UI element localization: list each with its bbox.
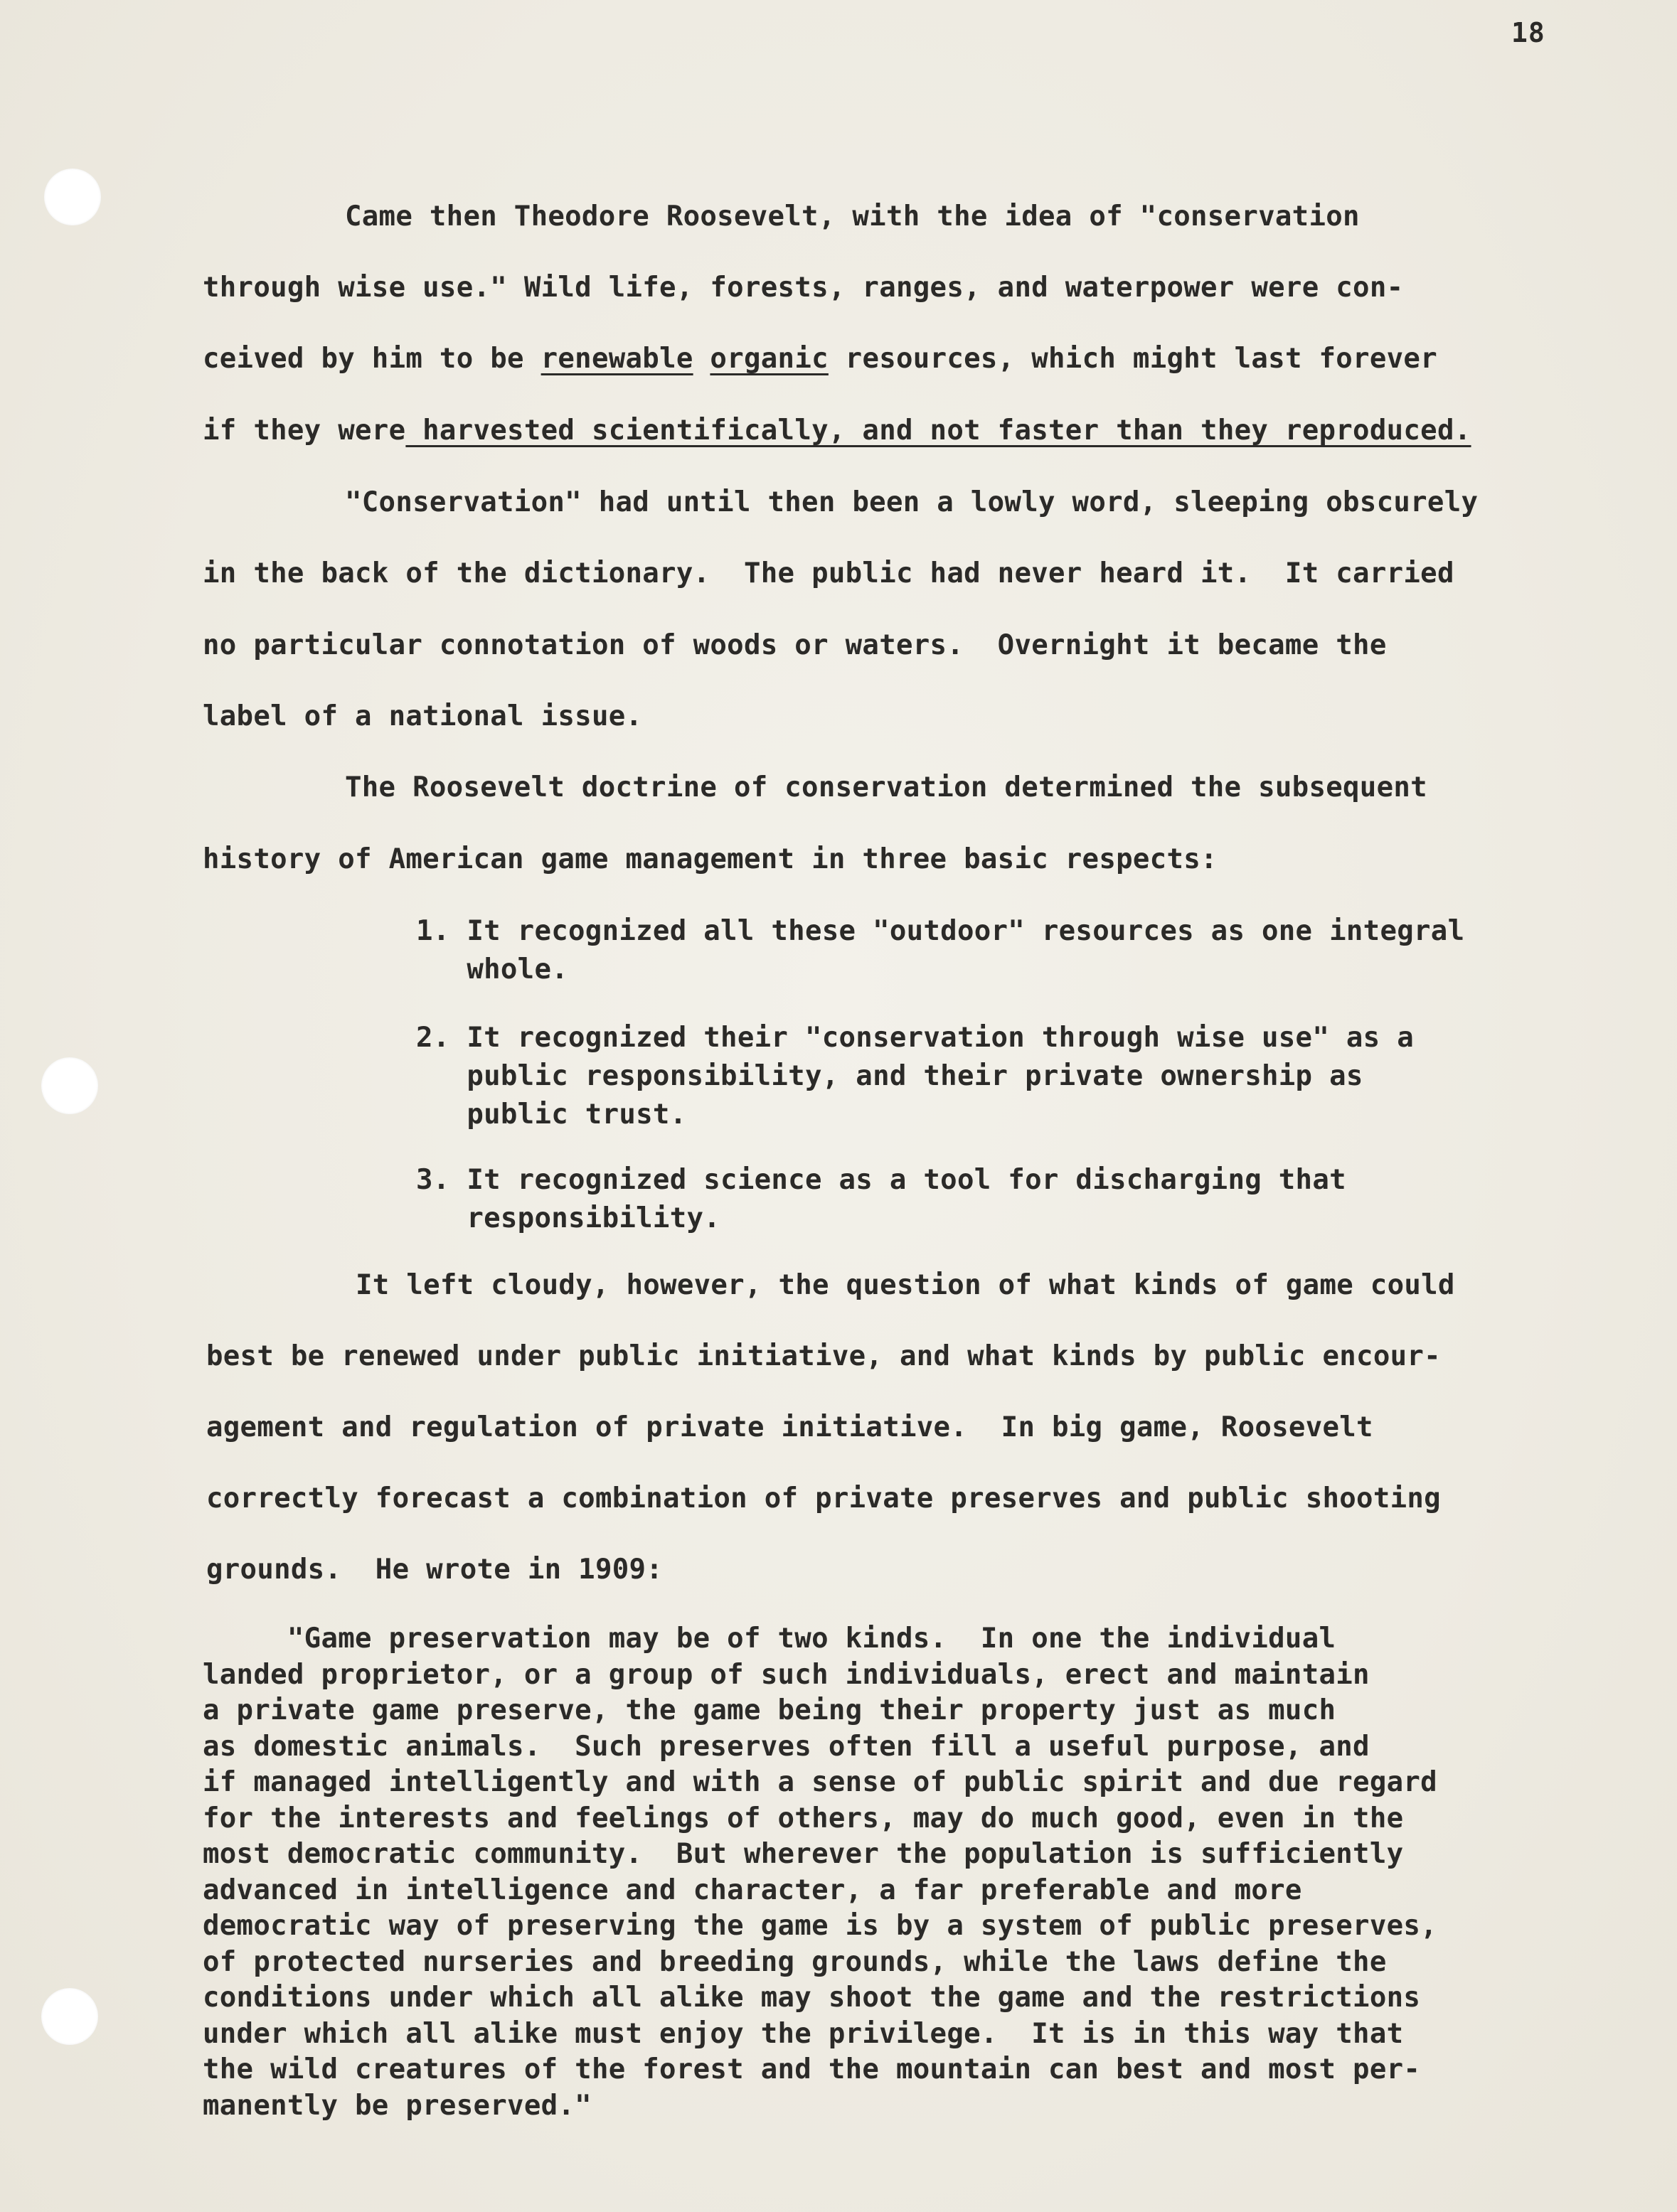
paragraph-2-line-1: "Conservation" had until then been a lowly word, sleeping obscurely <box>345 486 1479 518</box>
paragraph-3-line-2: history of American game management in three basic respects: <box>203 843 1218 875</box>
text-run: resources, which might last forever <box>828 343 1437 375</box>
underlined-word-organic: organic <box>710 343 829 375</box>
paragraph-1-line-4 <box>203 415 1471 447</box>
paragraph-2-line-3: no particular connotation of woods or waters. Overnight it became the <box>203 629 1387 661</box>
punch-hole-middle <box>41 1057 98 1114</box>
paragraph-2-line-4: label of a national issue. <box>203 700 643 732</box>
list-text: It recognized all these "outdoor" resources as one integral whole. <box>467 915 1465 985</box>
paragraph-3-line-1: The Roosevelt doctrine of conservation determined the subsequent <box>345 771 1427 803</box>
list-marker: 2. <box>416 1022 450 1054</box>
list-marker: 1. <box>416 915 450 947</box>
list-item-1 <box>416 912 1464 989</box>
underlined-phrase: harvested scientifically, and not faster than they reproduced. <box>405 415 1471 447</box>
list-marker: 3. <box>416 1164 450 1196</box>
paragraph-4-line-2: best be renewed under public initiative, and what kinds by public encour- <box>206 1340 1441 1372</box>
paragraph-1-line-2: through wise use." Wild life, forests, ranges, and waterpower were con- <box>203 272 1404 304</box>
punch-hole-bottom <box>41 1988 98 2045</box>
page-number: 18 <box>1511 17 1545 48</box>
list-item-3 <box>416 1161 1346 1238</box>
text-run <box>693 343 710 375</box>
punch-hole-top <box>44 169 101 225</box>
text-run: if they were <box>203 415 406 447</box>
paragraph-4-line-5: grounds. He wrote in 1909: <box>206 1554 664 1586</box>
underlined-word-renewable: renewable <box>541 343 693 375</box>
paragraph-1-line-3 <box>203 343 1437 375</box>
list-text: It recognized their "conservation through wise use" as a public responsibility, and their private ownership as public trust. <box>467 1022 1415 1131</box>
list-text: It recognized science as a tool for discharging that responsibility. <box>467 1164 1346 1234</box>
roosevelt-quote: "Game preservation may be of two kinds. In one the individual landed proprietor, or a group of such individuals, erect and maintain a private game preserve, the game being their property just as much as domestic animals. Such preserves often fill a useful purpose, and if managed intelligently and with a sense of public spirit and due regard for the interests and feelings of others, may do much good, even in the most democratic community. But wherever the population is sufficiently advanced in intelligence and character, a far preferable and more democratic way of preserving the game is by a system of public preserves, of protected nurseries and breeding grounds, while the laws define the conditions under which all alike may shoot the game and the restrictions under which all alike must enjoy the privilege. It is in this way that the wild creatures of the forest and the mountain can best and most per- manently be preserved." <box>203 1623 1437 2122</box>
paragraph-4-line-1: It left cloudy, however, the question of what kinds of game could <box>356 1269 1455 1301</box>
list-item-2 <box>416 1019 1414 1134</box>
paragraph-2-line-2: in the back of the dictionary. The public had never heard it. It carried <box>203 557 1454 589</box>
text-run: ceived by him to be <box>203 343 541 375</box>
paragraph-1-line-1: Came then Theodore Roosevelt, with the idea of "conservation <box>345 201 1360 233</box>
paragraph-4-line-3: agement and regulation of private initiative. In big game, Roosevelt <box>206 1411 1373 1443</box>
paragraph-4-line-4: correctly forecast a combination of private preserves and public shooting <box>206 1482 1441 1514</box>
